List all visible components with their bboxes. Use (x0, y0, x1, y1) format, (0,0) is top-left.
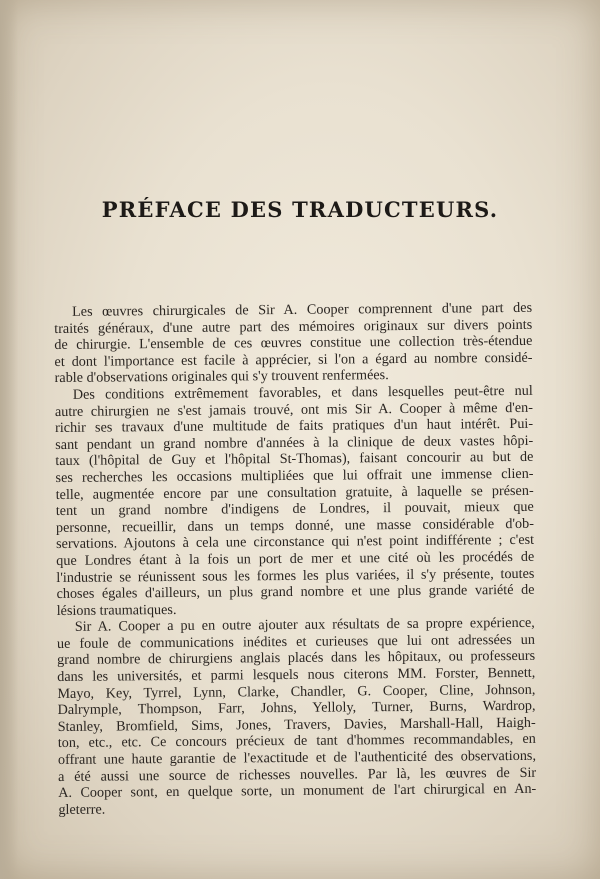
text-line: offrant une haute garantie de l'exactitude et de l'authenticité des observations, (57, 747, 537, 769)
text-line: Stanley, Bromfield, Sims, Jones, Travers, Davies, Marshall-Hall, Haigh- (57, 714, 536, 735)
text-line: Dalrymple, Thompson, Farr, Johns, Yelloly, Turner, Burns, Wardrop, (57, 698, 536, 719)
text-line: lésions traumatiques. (56, 601, 177, 619)
text-line: ses recherches les occasions multipliées que lui offrait une immense clien- (55, 465, 534, 486)
text-line: servations. Ajoutons à cela une circonstance qui n'est point indifférente ; c'est (56, 532, 535, 553)
text-line: a été aussi une source de richesses nouvelles. Par là, les œuvres de Sir (58, 764, 537, 785)
text-line: Les œuvres chirurgicales de Sir A. Cooper comprennent d'une part des (71, 299, 533, 320)
text-line: taux (l'hôpital de Guy et l'hôpital St-Thomas), faisant concourir au but de (55, 449, 534, 470)
page-gutter-shadow (0, 0, 18, 879)
text-line: l'industrie se réunissent sous les formes les plus variées, il s'y présente, toutes (56, 565, 535, 586)
text-line: A. Cooper sont, en quelque sorte, un monument de l'art chirurgical en An- (58, 781, 537, 802)
text-line: Mayo, Key, Tyrrel, Lynn, Clarke, Chandler, G. Cooper, Cline, Johnson, (57, 681, 536, 702)
text-line: grand nombre de chirurgiens anglais placés dans les hôpitaux, ou professeurs (57, 648, 536, 669)
text-line: de chirurgie. L'ensemble de ces œuvres constitue une collection très-étendue (54, 333, 533, 354)
text-line: rable d'observations originales qui s'y trouvent renfermées. (54, 367, 389, 387)
text-line: personne, recueillir, dans un temps donné, une masse considérable d'ob- (55, 515, 535, 536)
page-title: PRÉFACE DES TRADUCTEURS. (101, 197, 499, 222)
text-line: tent un grand nombre d'indigens de Londres, il pouvait, mieux que (55, 498, 534, 520)
text-line: sant pendant un grand nombre d'années à la clinique de deux vastes hôpi- (55, 432, 534, 453)
text-line: Des conditions extrêmement favorables, et dans lesquelles peut-être nul (72, 382, 533, 403)
text-line: choses égales d'ailleurs, un plus grand nombre et une plus grande variété de (56, 581, 535, 603)
text-line: Sir A. Cooper a pu en outre ajouter aux résultats de sa propre expérience, (74, 615, 535, 636)
text-line: autre chirurgien ne s'est jamais trouvé, ont mis Sir A. Cooper à même d'en- (54, 399, 533, 420)
text-line: richir ses travaux d'une multitude de faits pratiques d'un haut intérêt. Pui- (55, 415, 534, 437)
preface-body (54, 300, 536, 819)
text-line: ue foule de communications inédites et curieuses que lui ont adressées un (56, 631, 536, 652)
text-line: ton, etc., etc. Ce concours précieux de tant d'hommes recommandables, en (57, 731, 536, 752)
text-line: telle, augmentée encore par une consultation gratuite, à laquelle se présen- (55, 482, 534, 503)
paragraph-3 (57, 615, 537, 818)
text-line: dans les universités, et parmi lesquels nous citerons MM. Forster, Bennett, (57, 664, 536, 686)
paragraph-1 (54, 300, 533, 387)
text-line: et dont l'importance est facile à apprécier, si l'on a égard au nombre considé- (54, 349, 533, 370)
text-line: que Londres étant à la fois un port de mer et une cité où les procédés de (56, 548, 535, 569)
paragraph-2 (55, 383, 535, 619)
text-line: traités généraux, d'une autre part des mémoires originaux sur divers points (54, 316, 533, 337)
text-line: gleterre. (58, 801, 106, 818)
